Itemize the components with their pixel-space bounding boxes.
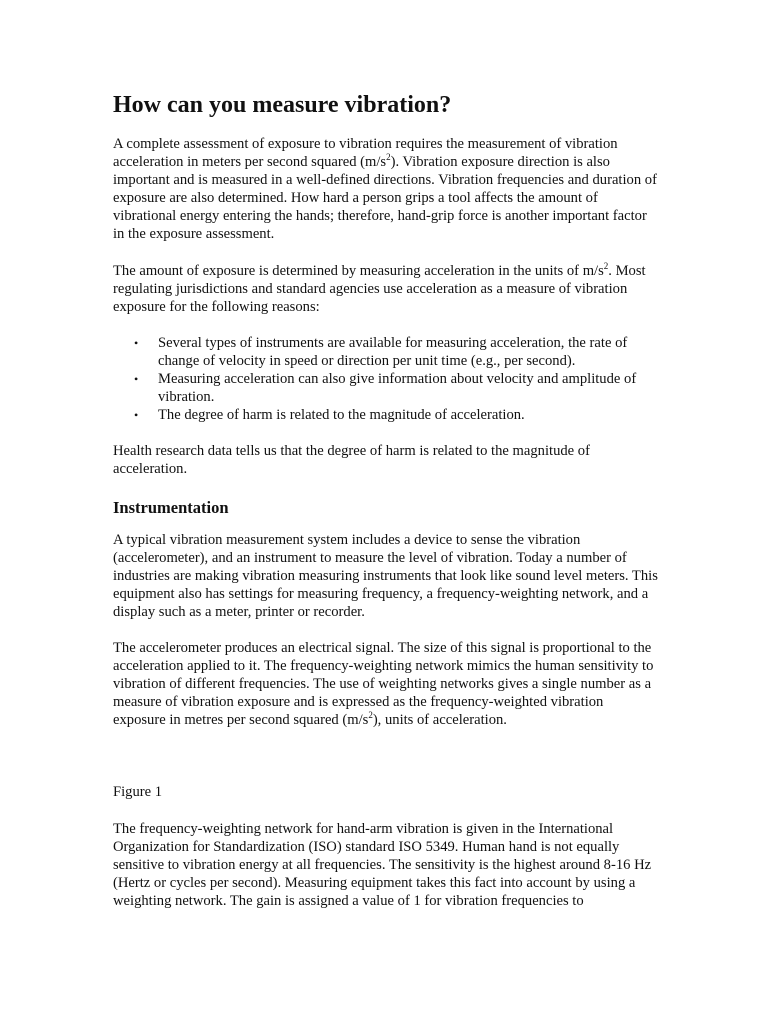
instrumentation-heading: Instrumentation: [113, 497, 229, 517]
accelerometer-text-start: The accelerometer produces an electrical signal. The size of this signal is proportional to the acceleration applied to it. The frequency-weighting network mimics the human sensitivity to vibration of different frequencies. The use of weighting networks gives a single number as a measure of vibration exposure and is expressed as the frequency-weighted vibration exposure in metres per second squared (m/s: [113, 639, 654, 729]
figure-placeholder-space: [113, 747, 658, 783]
exposure-text-end: . Most regulating jurisdictions and standard agencies use acceleration as a measure of vibration exposure for the following reasons:: [113, 262, 646, 315]
intro-text-start: A complete assessment of exposure to vibration requires the measurement of vibration acceleration in meters per second squared (m/s: [113, 136, 618, 171]
bullet-icon: •: [134, 335, 139, 350]
exposure-paragraph: [113, 262, 658, 316]
list-item: [113, 406, 658, 424]
accelerometer-text-end: ), units of acceleration.: [372, 712, 507, 729]
exposure-text-start: The amount of exposure is determined by measuring acceleration in the units of m/s: [113, 262, 604, 279]
superscript-squared: 2: [603, 260, 609, 271]
bullet-icon: •: [134, 408, 139, 423]
instrumentation-paragraph: A typical vibration measurement system includes a device to sense the vibration (accelerometer), and an instrument to measure the level of vibration. Today a number of industries are making vibration measuring instruments that look like sound level meters. This equipment also has settings for measuring frequency, a frequency-weighting network, and a display such as a meter, printer or recorder.: [113, 531, 658, 620]
weighting-paragraph: The frequency-weighting network for hand-arm vibration is given in the International Organization for Standardization (ISO) standard ISO 5349. Human hand is not equally sensitive to vibration energy at all frequencies. The sensitivity is the highest around 8-16 Hz (Hertz or cycles per second). Measuring equipment takes this fact into account by using a weighting network. The gain is assigned a value of 1 for vibration frequencies to: [113, 820, 652, 909]
list-item: [113, 334, 658, 370]
superscript-squared: 2: [368, 710, 373, 721]
accelerometer-paragraph: [113, 639, 658, 729]
health-research-paragraph: Health research data tells us that the degree of harm is related to the magnitude of acceleration.: [113, 443, 590, 478]
intro-paragraph: [113, 135, 658, 244]
page-title: How can you measure vibration?: [113, 92, 452, 118]
superscript-squared: 2: [386, 152, 391, 163]
list-item-text: Measuring acceleration can also give information about velocity and amplitude of vibration.: [158, 371, 637, 406]
list-item-text: The degree of harm is related to the magnitude of acceleration.: [158, 407, 525, 424]
list-item-text: Several types of instruments are available for measuring acceleration, the rate of change of velocity in speed or direction per unit time (e.g., per second).: [158, 334, 628, 369]
reasons-list: [113, 334, 658, 424]
bullet-icon: •: [134, 372, 139, 387]
list-item: [113, 370, 658, 406]
document-page: [113, 90, 658, 928]
figure-label: Figure 1: [113, 784, 163, 801]
intro-text-end: ). Vibration exposure direction is also important and is measured in a well-defined directions. Vibration frequencies and duration of exposure are also determined. How hard a person grips a tool affects the amount of vibrational energy entering the hands; therefore, hand-grip force is another important factor in the exposure assessment.: [113, 154, 657, 243]
